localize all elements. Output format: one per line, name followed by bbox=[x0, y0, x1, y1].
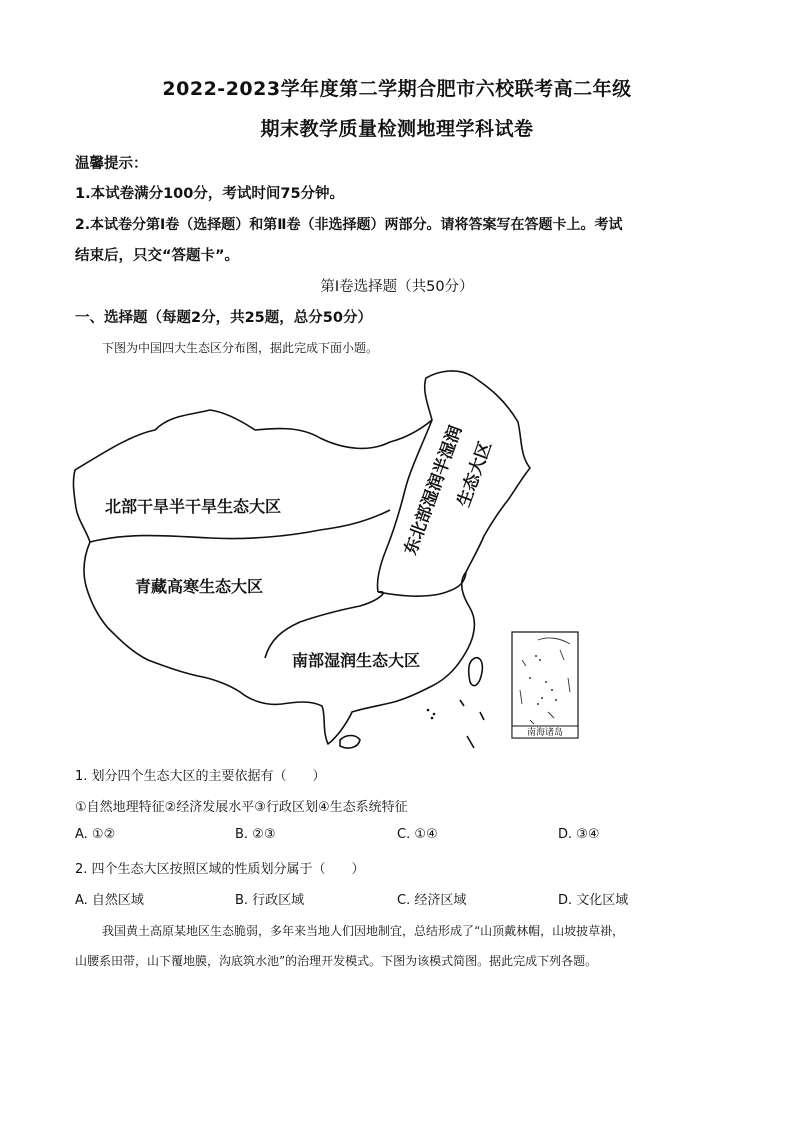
question-1-option-d[interactable]: D. ③④ bbox=[558, 827, 600, 842]
question-1-option-b[interactable]: B. ②③ bbox=[235, 827, 276, 842]
china-outline bbox=[73, 371, 530, 744]
exam-title-line1: 2022-2023学年度第二学期合肥市六校联考高二年级 bbox=[162, 78, 632, 100]
question-1-option-a[interactable]: A. ①② bbox=[75, 827, 116, 842]
taiwan-island bbox=[469, 658, 483, 686]
south-sea-inset bbox=[512, 632, 578, 738]
question-2-option-a[interactable]: A. 自然区域 bbox=[75, 893, 144, 908]
question-1-option-c[interactable]: C. ①④ bbox=[397, 827, 438, 842]
china-eco-region-map bbox=[60, 360, 590, 750]
region-label-south: 南部湿润生态大区 bbox=[292, 651, 421, 670]
region-label-northeast-col2: 生态大区 bbox=[453, 438, 496, 510]
boundary-qingzang-south bbox=[265, 592, 383, 658]
inset-label: 南海诸岛 bbox=[526, 728, 564, 738]
question-1-statements: ①自然地理特征②经济发展水平③行政区划④生态系统特征 bbox=[75, 800, 408, 815]
region-label-northeast-col1: 东北部湿润半湿润 bbox=[400, 423, 467, 558]
boundary-south-northeast bbox=[378, 572, 466, 596]
hainan-island bbox=[340, 736, 360, 749]
passage-line-1: 我国黄土高原某地区生态脆弱，多年来当地人们因地制宜，总结形成了“山顶戴林帽，山坡披草褂， bbox=[102, 924, 625, 938]
exam-title-line2: 期末教学质量检测地理学科试卷 bbox=[260, 118, 534, 140]
notice-item-2-line1: 2.本试卷分第Ⅰ卷（选择题）和第Ⅱ卷（非选择题）两部分。请将答案写在答题卡上。考试 bbox=[75, 217, 623, 233]
part-title: 第Ⅰ卷选择题（共50分） bbox=[320, 279, 474, 295]
region-label-north: 北部干旱半干旱生态大区 bbox=[105, 497, 282, 516]
notice-heading: 温馨提示： bbox=[75, 156, 148, 172]
question-1-stem: 1. 划分四个生态大区的主要依据有（ ） bbox=[75, 769, 326, 784]
notice-item-1: 1.本试卷满分100分，考试时间75分钟。 bbox=[75, 186, 345, 202]
section-heading: 一、选择题（每题2分，共25题，总分50分） bbox=[75, 310, 372, 326]
map-intro-text: 下图为中国四大生态区分布图，据此完成下面小题。 bbox=[102, 341, 379, 355]
question-2-option-d[interactable]: D. 文化区域 bbox=[558, 893, 629, 908]
question-2-option-c[interactable]: C. 经济区域 bbox=[397, 893, 467, 908]
question-2-option-b[interactable]: B. 行政区域 bbox=[235, 893, 305, 908]
region-label-qingzang: 青藏高寒生态大区 bbox=[135, 577, 264, 596]
question-2-stem: 2. 四个生态大区按照区域的性质划分属于（ ） bbox=[75, 862, 365, 877]
notice-item-2-line2: 结束后，只交“答题卡”。 bbox=[75, 248, 240, 264]
passage-line-2: 山腰系田带，山下覆地膜，沟底筑水池”的治理开发模式。下图为该模式简图。据此完成下列各题。 bbox=[75, 954, 598, 968]
